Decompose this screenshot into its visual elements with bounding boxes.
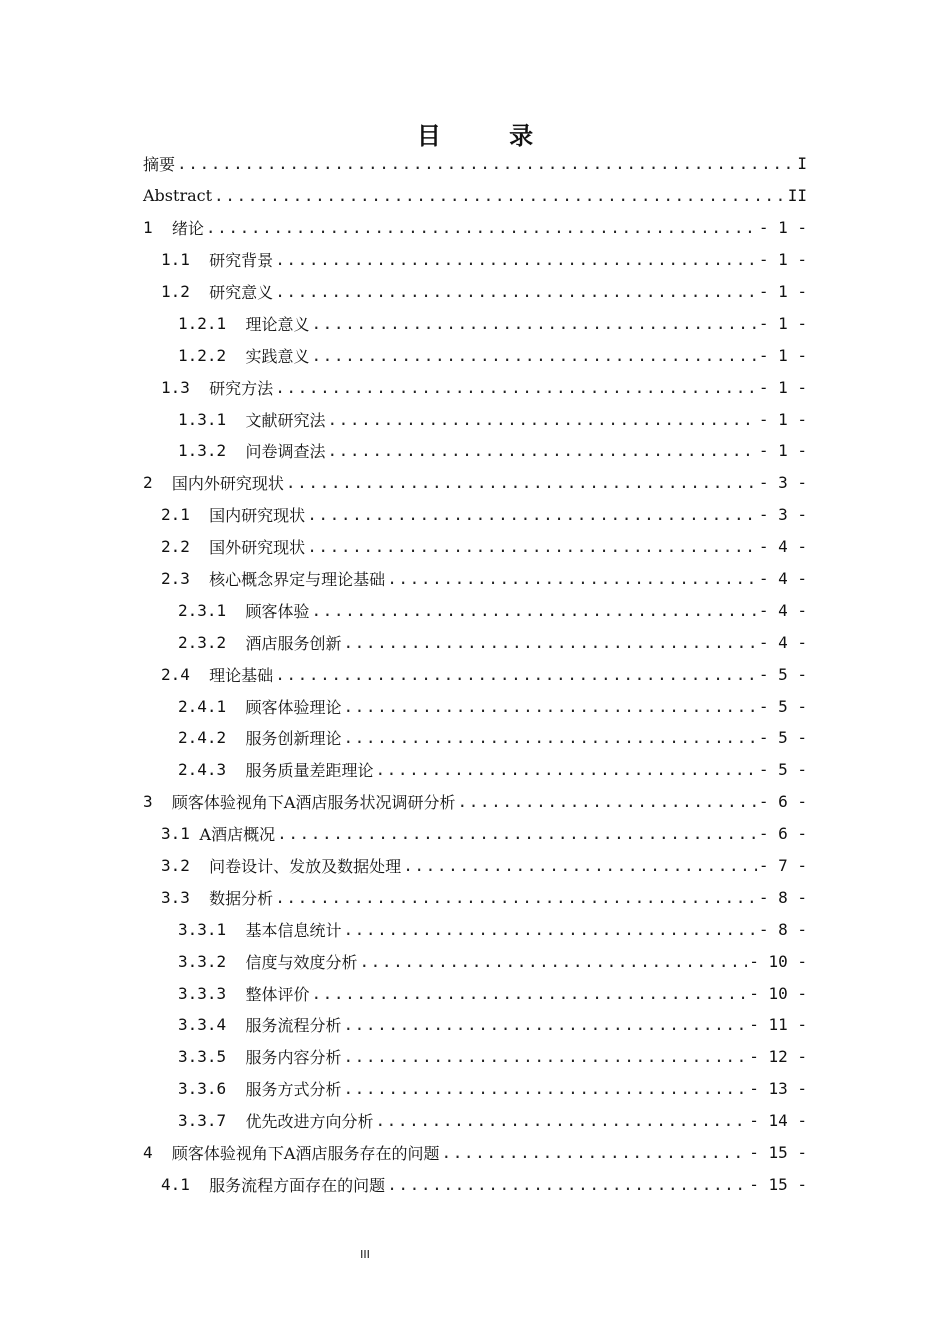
toc-entry-page: - 5 -	[758, 664, 807, 684]
toc-entry[interactable]	[143, 467, 807, 499]
toc-leader-dots	[343, 920, 756, 939]
toc-leader-dots	[214, 186, 786, 205]
toc-entry[interactable]	[143, 1009, 807, 1041]
toc-entry-number: 3.3.7	[178, 1111, 246, 1131]
toc-leader-dots	[327, 410, 756, 429]
toc-entry-label: 问卷设计、发放及数据处理	[209, 857, 402, 877]
toc-entry-page: - 6 -	[758, 792, 807, 812]
toc-entry-page: - 4 -	[758, 537, 807, 557]
toc-entry-number: 2.3.1	[178, 600, 246, 620]
toc-entry-number: 3.3.1	[178, 919, 246, 939]
toc-entry[interactable]	[143, 881, 807, 913]
toc-leader-dots	[327, 441, 756, 460]
toc-leader-dots	[387, 1175, 747, 1194]
toc-entry-label: 研究背景	[209, 251, 274, 271]
toc-entry-number: 2.4	[161, 664, 210, 684]
toc-entry-page: - 5 -	[758, 696, 807, 716]
toc-entry[interactable]	[143, 339, 807, 371]
toc-leader-dots	[343, 1015, 747, 1034]
toc-entry-page: - 1 -	[758, 313, 807, 333]
toc-entry[interactable]	[143, 180, 807, 212]
toc-entry-page: - 13 -	[749, 1079, 807, 1099]
toc-leader-dots	[457, 792, 756, 811]
toc-entry-page: - 4 -	[758, 569, 807, 589]
toc-entry-number: 1.1	[161, 250, 210, 270]
toc-leader-dots	[275, 282, 757, 301]
toc-entry-number: 4	[143, 1143, 172, 1163]
toc-entry-label: 摘要	[143, 155, 176, 175]
toc-entry-page: - 1 -	[758, 250, 807, 270]
toc-entry-number: 1.2	[161, 282, 210, 301]
toc-leader-dots	[311, 984, 747, 1003]
page-number-footer: III	[360, 1248, 370, 1261]
toc-leader-dots	[307, 537, 757, 556]
toc-entry-number: 2.3	[161, 569, 210, 589]
toc-entry[interactable]	[143, 212, 807, 244]
toc-entry-number: 1.2.1	[178, 313, 246, 333]
toc-entry-number: 3.1	[161, 824, 200, 844]
toc-entry[interactable]	[143, 913, 807, 945]
toc-leader-dots	[343, 1047, 747, 1066]
toc-entry-page: - 10 -	[749, 951, 807, 971]
toc-entry-number: 2.2	[161, 537, 210, 557]
toc-entry-page: - 5 -	[758, 760, 807, 780]
toc-leader-dots	[375, 760, 756, 779]
toc-entry-page: - 3 -	[758, 505, 807, 525]
toc-entry[interactable]	[143, 403, 807, 435]
toc-entry-page: - 5 -	[758, 728, 807, 748]
toc-entry-label: 整体评价	[245, 984, 310, 1004]
toc-leader-dots	[307, 505, 757, 524]
toc-leader-dots	[403, 856, 757, 875]
toc-entry-number: 2.1	[161, 505, 210, 525]
toc-entry-label: 问卷调查法	[245, 442, 326, 462]
toc-entry[interactable]	[143, 818, 807, 850]
toc-leader-dots	[275, 665, 757, 684]
toc-entry-number: 1.3	[161, 377, 210, 397]
toc-entry-number: 3.3.5	[178, 1047, 246, 1067]
toc-entry[interactable]	[143, 1105, 807, 1137]
toc-entry-number: 3.3.6	[178, 1079, 246, 1099]
toc-leader-dots	[359, 952, 747, 971]
toc-entry-page: I	[797, 154, 807, 174]
toc-leader-dots	[375, 1111, 747, 1130]
toc-leader-dots	[343, 633, 756, 652]
toc-entry[interactable]	[143, 499, 807, 531]
toc-entry-label: 数据分析	[209, 888, 274, 908]
toc-entry-label: A酒店概况	[199, 825, 276, 845]
toc-entry[interactable]	[143, 658, 807, 690]
toc-entry-label: 服务方式分析	[245, 1080, 342, 1100]
toc-entry[interactable]	[143, 626, 807, 658]
toc-entry-page: - 6 -	[758, 824, 807, 844]
toc-leader-dots	[311, 346, 756, 365]
toc-leader-dots	[311, 601, 756, 620]
toc-entry-number: 1.3.1	[178, 409, 246, 429]
toc-entry[interactable]	[143, 307, 807, 339]
toc-entry[interactable]	[143, 1073, 807, 1105]
toc-entry-page: - 11 -	[749, 1015, 807, 1035]
toc-leader-dots	[343, 1079, 747, 1098]
toc-entry[interactable]	[143, 435, 807, 467]
toc-entry-label: 实践意义	[245, 346, 310, 366]
toc-entry[interactable]	[143, 690, 807, 722]
toc-entry[interactable]	[143, 244, 807, 276]
toc-entry-page: - 4 -	[758, 600, 807, 620]
toc-entry-page: - 15 -	[749, 1143, 807, 1163]
toc-entry-page: II	[787, 186, 807, 206]
toc-entry-number: 3.2	[161, 856, 210, 876]
toc-entry-label: 服务创新理论	[245, 729, 342, 749]
toc-leader-dots	[343, 728, 756, 747]
toc-entry-label: 国外研究现状	[209, 538, 306, 558]
toc-entry-label: 优先改进方向分析	[245, 1112, 374, 1132]
toc-entry-number: 3.3.2	[178, 951, 246, 971]
toc-entry-page: - 1 -	[758, 441, 807, 461]
toc-entry-label: 核心概念界定与理论基础	[209, 570, 386, 590]
toc-entry-number: 4.1	[161, 1174, 210, 1194]
toc-entry-label: 顾客体验视角下A酒店服务存在的问题	[171, 1144, 440, 1164]
toc-entry-number: 2.4.1	[178, 696, 246, 716]
toc-entry-label: 研究方法	[209, 378, 274, 398]
toc-entry-page: - 8 -	[758, 887, 807, 907]
toc-entry-page: - 15 -	[749, 1174, 807, 1194]
toc-entry[interactable]	[143, 594, 807, 626]
toc-entry-page: - 1 -	[758, 409, 807, 429]
toc-entry[interactable]	[143, 371, 807, 403]
toc-entry[interactable]	[143, 722, 807, 754]
toc-leader-dots	[275, 378, 757, 397]
toc-entry-label: 信度与效度分析	[245, 952, 358, 972]
toc-entry[interactable]	[143, 276, 807, 308]
toc-entry[interactable]	[143, 1041, 807, 1073]
toc-entry-label: 顾客体验视角下A酒店服务状况调研分析	[171, 793, 456, 813]
toc-leader-dots	[343, 697, 756, 716]
toc-entry-label: 顾客体验理论	[245, 697, 342, 717]
toc-entry-number: 1.2.2	[178, 345, 246, 365]
toc-entry-label: 顾客体验	[245, 601, 310, 621]
toc-entry-number: 1.3.2	[178, 441, 246, 461]
toc-entry-label: 服务质量差距理论	[245, 761, 374, 781]
toc-entry-label: 理论意义	[245, 314, 310, 334]
toc-entry-page: - 14 -	[749, 1111, 807, 1131]
toc-entry-page: - 12 -	[749, 1047, 807, 1067]
toc-entry[interactable]	[143, 945, 807, 977]
toc-entry-page: - 1 -	[758, 282, 807, 301]
toc-entry-page: - 1 -	[758, 377, 807, 397]
toc-entry-number: 2.4.2	[178, 728, 246, 748]
toc-entry[interactable]	[143, 148, 807, 180]
toc-leader-dots	[275, 888, 757, 907]
toc-entry-number: 3.3.4	[178, 1015, 246, 1035]
toc-entry-page: - 4 -	[758, 632, 807, 652]
toc-entry-page: - 1 -	[758, 345, 807, 365]
toc-entry-page: - 7 -	[758, 856, 807, 876]
toc-entry-page: - 8 -	[758, 919, 807, 939]
toc-entry-page: - 3 -	[758, 473, 807, 493]
toc-entry-number: 2.4.3	[178, 760, 246, 780]
toc-entry-label: 理论基础	[209, 665, 274, 685]
toc-entry[interactable]	[143, 1137, 807, 1169]
toc-entry-label: 服务流程分析	[245, 1016, 342, 1036]
toc-leader-dots	[311, 314, 756, 333]
toc-entry-label: 国内研究现状	[209, 506, 306, 526]
toc-leader-dots	[177, 154, 795, 173]
toc-entry-label: 服务流程方面存在的问题	[209, 1175, 386, 1195]
toc-leader-dots	[206, 218, 757, 237]
toc-entry[interactable]	[143, 977, 807, 1009]
toc-entry-number: 1	[143, 218, 172, 238]
toc-entry-label: 国内外研究现状	[171, 474, 284, 494]
toc-entry-number: 3.3	[161, 887, 210, 907]
toc-entry-label: 基本信息统计	[245, 920, 342, 940]
toc-entry-number: 2.3.2	[178, 632, 246, 652]
toc-entry[interactable]	[143, 850, 807, 882]
toc-entry[interactable]	[143, 1169, 807, 1201]
toc-entry-number: 2	[143, 473, 172, 493]
toc-entry[interactable]	[143, 754, 807, 786]
toc-entry-page: - 1 -	[758, 218, 807, 238]
toc-leader-dots	[277, 824, 757, 843]
toc-leader-dots	[441, 1143, 747, 1162]
toc-entry-label: Abstract	[143, 186, 213, 206]
toc-leader-dots	[275, 250, 757, 269]
toc-leader-dots	[286, 473, 757, 492]
toc-entry-label: 服务内容分析	[245, 1048, 342, 1068]
toc-entry[interactable]	[143, 531, 807, 563]
toc-entry[interactable]	[143, 563, 807, 595]
toc-entry-label: 文献研究法	[245, 410, 326, 430]
toc-entry-label: 酒店服务创新	[245, 633, 342, 653]
toc-title: 目 录	[416, 122, 564, 150]
toc-entry-number: 3	[143, 792, 172, 812]
toc-entry-label: 绪论	[171, 219, 204, 239]
toc-entry[interactable]	[143, 786, 807, 818]
toc-entry-page: - 10 -	[749, 983, 807, 1003]
table-of-contents	[143, 148, 807, 1200]
toc-leader-dots	[387, 569, 757, 588]
toc-entry-label: 研究意义	[209, 283, 274, 302]
toc-entry-number: 3.3.3	[178, 983, 246, 1003]
